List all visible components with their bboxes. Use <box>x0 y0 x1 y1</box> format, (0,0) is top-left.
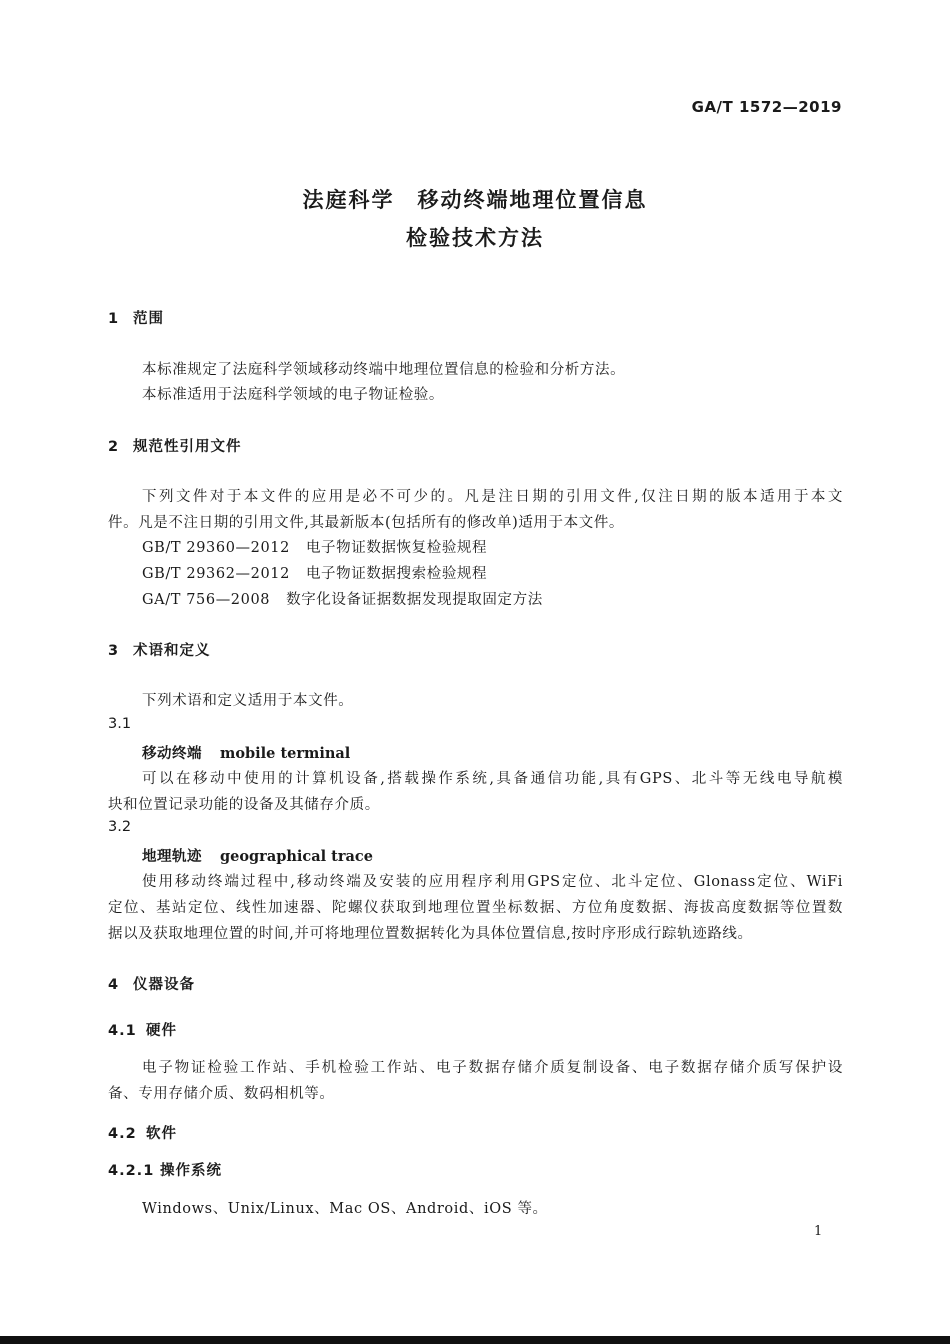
reference-code: GB/T 29360—2012 <box>142 540 290 556</box>
paragraph-line: 件。凡是不注日期的引用文件,其最新版本(包括所有的修改单)适用于本文件。 <box>108 515 625 531</box>
document-title-line2: 检验技术方法 <box>406 226 544 250</box>
section-number: 4.2 <box>108 1126 137 1142</box>
term-en: geographical trace <box>220 848 373 865</box>
section-4-heading <box>108 973 195 994</box>
section-4-1-heading <box>108 1019 177 1040</box>
reference-name: 电子物证数据恢复检验规程 <box>305 540 488 556</box>
section-3-heading <box>108 639 211 660</box>
section-1-heading <box>108 307 164 328</box>
section-title: 术语和定义 <box>133 643 211 659</box>
term-zh: 地理轨迹 <box>142 849 202 865</box>
normative-reference <box>142 562 487 583</box>
section-number: 1 <box>108 311 120 327</box>
paragraph: 下列术语和定义适用于本文件。 <box>142 693 354 709</box>
paragraph: 本标准规定了法庭科学领域移动终端中地理位置信息的检验和分析方法。 <box>142 362 626 378</box>
term-entry <box>142 845 373 866</box>
term-en: mobile terminal <box>220 745 351 762</box>
section-title: 仪器设备 <box>133 977 195 993</box>
definition-line: 据以及获取地理位置的时间,并可将地理位置数据转化为具体位置信息,按时序形成行踪轨迹路线。 <box>108 926 753 942</box>
normative-reference <box>142 588 543 609</box>
paragraph-line: 下列文件对于本文件的应用是必不可少的。凡是注日期的引用文件,仅注日期的版本适用于本文 <box>142 489 843 505</box>
section-number: 4.2.1 <box>108 1163 155 1179</box>
paragraph: 本标准适用于法庭科学领域的电子物证检验。 <box>142 387 444 403</box>
paragraph: Windows、Unix/Linux、Mac OS、Android、iOS 等。 <box>142 1201 548 1217</box>
page-bottom-border <box>0 1336 950 1344</box>
section-number: 2 <box>108 439 120 455</box>
definition-line: 可以在移动中使用的计算机设备,搭载操作系统,具备通信功能,具有GPS、北斗等无线电导航模 <box>142 771 843 787</box>
paragraph-line: 备、专用存储介质、数码相机等。 <box>108 1086 335 1102</box>
section-number: 4.1 <box>108 1023 137 1039</box>
term-number: 3.1 <box>108 716 132 732</box>
term-entry <box>142 742 350 763</box>
definition-line: 使用移动终端过程中,移动终端及安装的应用程序利用GPS定位、北斗定位、Glonass定位、WiFi <box>142 874 843 890</box>
definition-line: 块和位置记录功能的设备及其储存介质。 <box>108 797 380 813</box>
term-zh: 移动终端 <box>142 746 202 762</box>
section-4-2-heading <box>108 1122 177 1143</box>
definition-line: 定位、基站定位、线性加速器、陀螺仪获取到地理位置坐标数据、方位角度数据、海拔高度数据等位置数 <box>108 900 843 916</box>
term-number: 3.2 <box>108 819 132 835</box>
section-title: 操作系统 <box>160 1163 222 1179</box>
standard-code: GA/T 1572—2019 <box>691 98 842 116</box>
section-title: 范围 <box>133 311 164 327</box>
section-2-heading <box>108 435 242 456</box>
reference-name: 数字化设备证据数据发现提取固定方法 <box>286 592 543 608</box>
section-title: 软件 <box>146 1126 177 1142</box>
reference-code: GA/T 756—2008 <box>142 592 271 608</box>
paragraph-line: 电子物证检验工作站、手机检验工作站、电子数据存储介质复制设备、电子数据存储介质写保护设 <box>142 1060 843 1076</box>
section-title: 硬件 <box>146 1023 177 1039</box>
page-number: 1 <box>814 1224 823 1239</box>
section-number: 3 <box>108 643 120 659</box>
reference-name: 电子物证数据搜索检验规程 <box>305 566 488 582</box>
section-4-2-1-heading <box>108 1159 222 1180</box>
normative-reference <box>142 536 487 557</box>
section-number: 4 <box>108 977 120 993</box>
section-title: 规范性引用文件 <box>133 439 242 455</box>
document-title-line1: 法庭科学 移动终端地理位置信息 <box>302 188 648 212</box>
reference-code: GB/T 29362—2012 <box>142 566 290 582</box>
